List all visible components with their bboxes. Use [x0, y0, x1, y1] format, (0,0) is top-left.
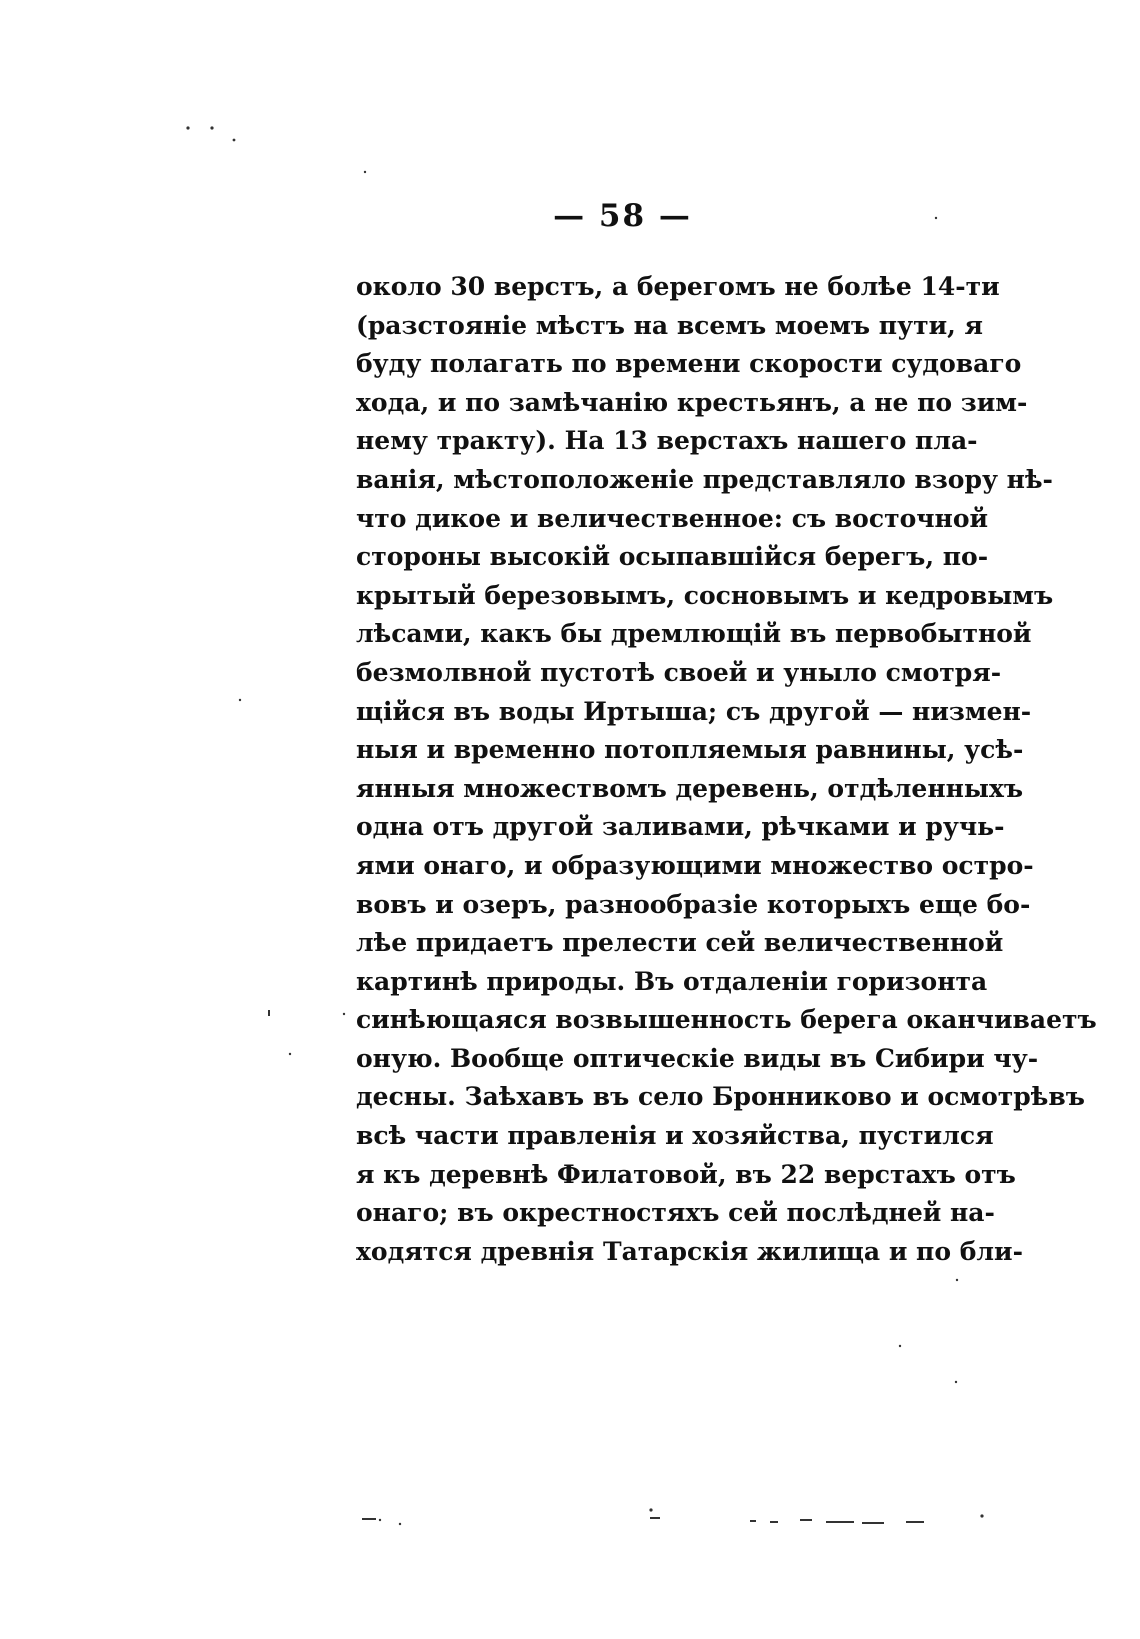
text-line: синѣющаяся возвышенность берега оканчиваетъ [356, 1005, 1097, 1035]
text-line: стороны высокій осыпавшійся берегъ, по- [356, 542, 989, 572]
text-line: буду полагать по времени скорости судоваго [356, 349, 1022, 379]
text-line: безмолвной пустотѣ своей и уныло смотря- [356, 657, 1002, 687]
text-line: лѣе придаетъ прелести сей величественной [356, 928, 1004, 958]
text-line: хода, и по замѣчанію крестьянъ, а не по зим- [356, 387, 1028, 417]
text-line: около 30 верстъ, а берегомъ не болѣе 14-ти [356, 272, 1000, 301]
text-line: картинѣ природы. Въ отдаленіи горизонта [356, 966, 988, 996]
text-line: я къ деревнѣ Филатовой, въ 22 верстахъ отъ [356, 1159, 1016, 1189]
text-line: онаго; въ окрестностяхъ сей послѣдней на- [356, 1198, 995, 1228]
text-line: лѣсами, какъ бы дремлющій въ первобытной [356, 619, 1032, 649]
text-line: янныя множествомъ деревень, отдѣленныхъ [356, 773, 1024, 803]
text-line: всѣ части правленія и хозяйства, пустился [356, 1121, 994, 1151]
text-line: нему тракту). На 13 верстахъ нашего пла- [356, 426, 978, 456]
text-line: вовъ и озеръ, разнообразіе которыхъ еще бо- [356, 889, 1031, 919]
text-line: щійся въ воды Иртыша; съ другой — низмен- [356, 696, 1032, 726]
text-line: (разстояніе мѣстъ на всемъ моемъ пути, я [356, 310, 984, 340]
text-line: ныя и временно потопляемыя равнины, усѣ- [356, 735, 1024, 765]
text-line: что дикое и величественное: съ восточной [356, 503, 989, 533]
text-line: десны. Заѣхавъ въ село Бронниково и осмотрѣвъ [356, 1082, 1085, 1112]
text-line: ходятся древнія Татарскія жилища и по бли- [356, 1236, 1023, 1266]
text-line: ями онаго, и образующими множество остро- [356, 850, 1034, 880]
text-line: одна отъ другой заливами, рѣчками и ручь- [356, 812, 1005, 842]
text-line: крытый березовымъ, сосновымъ и кедровымъ [356, 580, 1054, 610]
text-line: ванія, мѣстоположеніе представляло взору нѣ- [356, 464, 1053, 494]
body-text [356, 268, 1097, 1271]
text-line: оную. Вообще оптическіе виды въ Сибири чу- [356, 1043, 1039, 1073]
page-number: — 58 — [553, 198, 692, 234]
